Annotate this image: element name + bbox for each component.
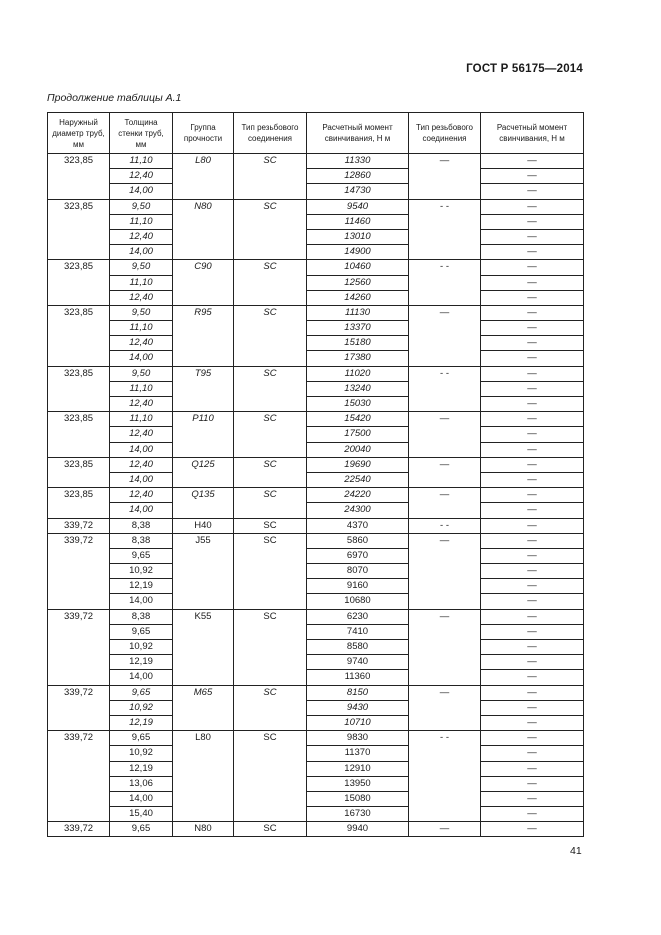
wall-thickness-cell: 14,00: [110, 351, 173, 366]
table-row: [48, 655, 584, 670]
wall-thickness-cell: 9,65: [110, 548, 173, 563]
makeup-torque-cell: 9540: [307, 199, 409, 214]
document-code: ГОСТ Р 56175—2014: [466, 63, 583, 75]
makeup-torque-2-cell: —: [481, 715, 584, 730]
thread-type-2-cell: —: [409, 822, 481, 837]
wall-thickness-cell: 10,92: [110, 640, 173, 655]
makeup-torque-2-cell: —: [481, 290, 584, 305]
thread-type-cell: SC: [234, 305, 307, 366]
makeup-torque-2-cell: —: [481, 640, 584, 655]
table-row: [48, 670, 584, 685]
table-row: [48, 472, 584, 487]
table-row: [48, 229, 584, 244]
makeup-torque-2-cell: —: [481, 457, 584, 472]
thread-type-2-cell: —: [409, 457, 481, 487]
makeup-torque-cell: 7410: [307, 624, 409, 639]
table-row: [48, 275, 584, 290]
makeup-torque-2-cell: —: [481, 260, 584, 275]
wall-thickness-cell: 14,00: [110, 670, 173, 685]
table-row: [48, 746, 584, 761]
table-header-row: [48, 113, 584, 154]
makeup-torque-2-cell: —: [481, 594, 584, 609]
outer-diameter-cell: 323,85: [48, 457, 110, 487]
outer-diameter-cell: 339,72: [48, 609, 110, 685]
makeup-torque-2-cell: —: [481, 214, 584, 229]
thread-type-cell: SC: [234, 822, 307, 837]
table-row: [48, 685, 584, 700]
thread-type-2-cell: —: [409, 154, 481, 200]
makeup-torque-cell: 11360: [307, 670, 409, 685]
makeup-torque-cell: 15030: [307, 397, 409, 412]
strength-grade-cell: J55: [173, 533, 234, 609]
makeup-torque-2-cell: —: [481, 321, 584, 336]
makeup-torque-2-cell: —: [481, 700, 584, 715]
wall-thickness-cell: 11,10: [110, 275, 173, 290]
wall-thickness-cell: 9,65: [110, 624, 173, 639]
makeup-torque-2-cell: —: [481, 472, 584, 487]
outer-diameter-cell: 339,72: [48, 822, 110, 837]
wall-thickness-cell: 14,00: [110, 245, 173, 260]
makeup-torque-cell: 6230: [307, 609, 409, 624]
makeup-torque-2-cell: —: [481, 351, 584, 366]
table-row: [48, 290, 584, 305]
makeup-torque-cell: 14900: [307, 245, 409, 260]
makeup-torque-cell: 11370: [307, 746, 409, 761]
thread-type-cell: SC: [234, 685, 307, 731]
table-row: [48, 761, 584, 776]
makeup-torque-2-cell: —: [481, 275, 584, 290]
makeup-torque-cell: 9430: [307, 700, 409, 715]
makeup-torque-cell: 8070: [307, 564, 409, 579]
wall-thickness-cell: 9,50: [110, 305, 173, 320]
makeup-torque-2-cell: —: [481, 503, 584, 518]
wall-thickness-cell: 12,19: [110, 715, 173, 730]
thread-type-2-cell: - -: [409, 518, 481, 533]
strength-grade-cell: N80: [173, 199, 234, 260]
table-row: [48, 503, 584, 518]
thread-type-cell: SC: [234, 366, 307, 412]
strength-grade-cell: C90: [173, 260, 234, 306]
outer-diameter-cell: 323,85: [48, 260, 110, 306]
wall-thickness-cell: 9,50: [110, 199, 173, 214]
outer-diameter-cell: 323,85: [48, 305, 110, 366]
makeup-torque-2-cell: —: [481, 761, 584, 776]
wall-thickness-cell: 11,10: [110, 321, 173, 336]
table-row: [48, 457, 584, 472]
outer-diameter-cell: 323,85: [48, 366, 110, 412]
wall-thickness-cell: 12,40: [110, 488, 173, 503]
makeup-torque-2-cell: —: [481, 548, 584, 563]
makeup-torque-cell: 13010: [307, 229, 409, 244]
header-makeup-torque-2: Расчетный момент свинчивания, Н м: [481, 113, 584, 154]
wall-thickness-cell: 12,19: [110, 761, 173, 776]
wall-thickness-cell: 9,65: [110, 685, 173, 700]
makeup-torque-cell: 8150: [307, 685, 409, 700]
makeup-torque-cell: 12910: [307, 761, 409, 776]
makeup-torque-cell: 15080: [307, 791, 409, 806]
wall-thickness-cell: 8,38: [110, 609, 173, 624]
makeup-torque-cell: 13950: [307, 776, 409, 791]
table-row: [48, 640, 584, 655]
header-outer-diameter: Наружный диаметр труб, мм: [48, 113, 110, 154]
table-row: [48, 731, 584, 746]
makeup-torque-2-cell: —: [481, 366, 584, 381]
table-row: [48, 260, 584, 275]
makeup-torque-cell: 9740: [307, 655, 409, 670]
torque-table: [47, 112, 584, 837]
table-row: [48, 548, 584, 563]
wall-thickness-cell: 13,06: [110, 776, 173, 791]
thread-type-cell: SC: [234, 260, 307, 306]
makeup-torque-2-cell: —: [481, 427, 584, 442]
makeup-torque-cell: 14730: [307, 184, 409, 199]
thread-type-cell: SC: [234, 412, 307, 458]
thread-type-2-cell: —: [409, 533, 481, 609]
header-wall-thickness: Толщина стенки труб, мм: [110, 113, 173, 154]
thread-type-2-cell: - -: [409, 199, 481, 260]
makeup-torque-cell: 16730: [307, 807, 409, 822]
makeup-torque-cell: 13370: [307, 321, 409, 336]
thread-type-cell: SC: [234, 488, 307, 518]
outer-diameter-cell: 339,72: [48, 518, 110, 533]
makeup-torque-2-cell: —: [481, 518, 584, 533]
outer-diameter-cell: 323,85: [48, 154, 110, 200]
strength-grade-cell: N80: [173, 822, 234, 837]
makeup-torque-2-cell: —: [481, 731, 584, 746]
wall-thickness-cell: 12,40: [110, 427, 173, 442]
makeup-torque-2-cell: —: [481, 791, 584, 806]
makeup-torque-cell: 24220: [307, 488, 409, 503]
makeup-torque-2-cell: —: [481, 624, 584, 639]
makeup-torque-2-cell: —: [481, 609, 584, 624]
wall-thickness-cell: 10,92: [110, 564, 173, 579]
table-row: [48, 579, 584, 594]
outer-diameter-cell: 339,72: [48, 533, 110, 609]
makeup-torque-cell: 8580: [307, 640, 409, 655]
thread-type-2-cell: —: [409, 305, 481, 366]
wall-thickness-cell: 8,38: [110, 518, 173, 533]
table-row: [48, 169, 584, 184]
makeup-torque-2-cell: —: [481, 488, 584, 503]
makeup-torque-2-cell: —: [481, 746, 584, 761]
strength-grade-cell: R95: [173, 305, 234, 366]
header-makeup-torque: Расчетный момент свинчивания, Н м: [307, 113, 409, 154]
wall-thickness-cell: 15,40: [110, 807, 173, 822]
table-row: [48, 518, 584, 533]
makeup-torque-2-cell: —: [481, 564, 584, 579]
table-row: [48, 776, 584, 791]
makeup-torque-2-cell: —: [481, 442, 584, 457]
makeup-torque-2-cell: —: [481, 305, 584, 320]
makeup-torque-cell: 22540: [307, 472, 409, 487]
makeup-torque-cell: 12560: [307, 275, 409, 290]
thread-type-2-cell: - -: [409, 366, 481, 412]
table-row: [48, 184, 584, 199]
outer-diameter-cell: 323,85: [48, 199, 110, 260]
strength-grade-cell: M65: [173, 685, 234, 731]
makeup-torque-2-cell: —: [481, 381, 584, 396]
strength-grade-cell: T95: [173, 366, 234, 412]
wall-thickness-cell: 10,92: [110, 746, 173, 761]
makeup-torque-cell: 19690: [307, 457, 409, 472]
wall-thickness-cell: 12,40: [110, 336, 173, 351]
outer-diameter-cell: 339,72: [48, 731, 110, 822]
makeup-torque-2-cell: —: [481, 169, 584, 184]
table-row: [48, 427, 584, 442]
makeup-torque-2-cell: —: [481, 655, 584, 670]
wall-thickness-cell: 12,40: [110, 290, 173, 305]
outer-diameter-cell: 339,72: [48, 685, 110, 731]
table-row: [48, 533, 584, 548]
makeup-torque-cell: 17500: [307, 427, 409, 442]
table-row: [48, 822, 584, 837]
table-body: [48, 154, 584, 837]
makeup-torque-cell: 11130: [307, 305, 409, 320]
makeup-torque-cell: 11020: [307, 366, 409, 381]
wall-thickness-cell: 11,10: [110, 214, 173, 229]
outer-diameter-cell: 323,85: [48, 412, 110, 458]
wall-thickness-cell: 14,00: [110, 594, 173, 609]
thread-type-2-cell: —: [409, 488, 481, 518]
makeup-torque-cell: 13240: [307, 381, 409, 396]
strength-grade-cell: K55: [173, 609, 234, 685]
makeup-torque-2-cell: —: [481, 245, 584, 260]
makeup-torque-2-cell: —: [481, 533, 584, 548]
thread-type-2-cell: —: [409, 412, 481, 458]
thread-type-cell: SC: [234, 457, 307, 487]
wall-thickness-cell: 9,50: [110, 260, 173, 275]
makeup-torque-2-cell: —: [481, 579, 584, 594]
table-row: [48, 412, 584, 427]
table-row: [48, 245, 584, 260]
makeup-torque-cell: 5860: [307, 533, 409, 548]
strength-grade-cell: L80: [173, 731, 234, 822]
makeup-torque-cell: 24300: [307, 503, 409, 518]
wall-thickness-cell: 11,10: [110, 154, 173, 169]
table-row: [48, 321, 584, 336]
table-row: [48, 442, 584, 457]
thread-type-2-cell: - -: [409, 260, 481, 306]
makeup-torque-2-cell: —: [481, 336, 584, 351]
makeup-torque-2-cell: —: [481, 776, 584, 791]
outer-diameter-cell: 323,85: [48, 488, 110, 518]
makeup-torque-cell: 15420: [307, 412, 409, 427]
wall-thickness-cell: 14,00: [110, 184, 173, 199]
makeup-torque-cell: 17380: [307, 351, 409, 366]
wall-thickness-cell: 12,40: [110, 169, 173, 184]
wall-thickness-cell: 12,40: [110, 229, 173, 244]
table-row: [48, 381, 584, 396]
makeup-torque-cell: 15180: [307, 336, 409, 351]
thread-type-cell: SC: [234, 731, 307, 822]
table-row: [48, 214, 584, 229]
table-row: [48, 791, 584, 806]
header-thread-type: Тип резьбового соединения: [234, 113, 307, 154]
wall-thickness-cell: 14,00: [110, 791, 173, 806]
makeup-torque-2-cell: —: [481, 229, 584, 244]
wall-thickness-cell: 9,50: [110, 366, 173, 381]
table-row: [48, 700, 584, 715]
makeup-torque-cell: 9830: [307, 731, 409, 746]
makeup-torque-2-cell: —: [481, 199, 584, 214]
makeup-torque-cell: 10680: [307, 594, 409, 609]
makeup-torque-2-cell: —: [481, 685, 584, 700]
wall-thickness-cell: 12,19: [110, 579, 173, 594]
table-row: [48, 154, 584, 169]
strength-grade-cell: Q125: [173, 457, 234, 487]
wall-thickness-cell: 11,10: [110, 381, 173, 396]
table-row: [48, 336, 584, 351]
makeup-torque-cell: 11460: [307, 214, 409, 229]
header-thread-type-2: Тип резьбового соединения: [409, 113, 481, 154]
wall-thickness-cell: 9,65: [110, 822, 173, 837]
thread-type-cell: SC: [234, 518, 307, 533]
table-row: [48, 199, 584, 214]
makeup-torque-cell: 11330: [307, 154, 409, 169]
table-row: [48, 488, 584, 503]
makeup-torque-cell: 4370: [307, 518, 409, 533]
makeup-torque-cell: 10710: [307, 715, 409, 730]
thread-type-2-cell: —: [409, 609, 481, 685]
wall-thickness-cell: 11,10: [110, 412, 173, 427]
table-row: [48, 807, 584, 822]
table-row: [48, 305, 584, 320]
makeup-torque-cell: 14260: [307, 290, 409, 305]
wall-thickness-cell: 12,19: [110, 655, 173, 670]
wall-thickness-cell: 12,40: [110, 457, 173, 472]
makeup-torque-cell: 6970: [307, 548, 409, 563]
table-row: [48, 715, 584, 730]
thread-type-cell: SC: [234, 199, 307, 260]
table-row: [48, 624, 584, 639]
strength-grade-cell: L80: [173, 154, 234, 200]
table-row: [48, 366, 584, 381]
makeup-torque-2-cell: —: [481, 822, 584, 837]
wall-thickness-cell: 14,00: [110, 442, 173, 457]
thread-type-2-cell: - -: [409, 731, 481, 822]
wall-thickness-cell: 10,92: [110, 700, 173, 715]
wall-thickness-cell: 9,65: [110, 731, 173, 746]
header-strength-grade: Группа прочности: [173, 113, 234, 154]
makeup-torque-2-cell: —: [481, 184, 584, 199]
wall-thickness-cell: 8,38: [110, 533, 173, 548]
thread-type-cell: SC: [234, 154, 307, 200]
makeup-torque-cell: 10460: [307, 260, 409, 275]
strength-grade-cell: P110: [173, 412, 234, 458]
makeup-torque-2-cell: —: [481, 154, 584, 169]
thread-type-cell: SC: [234, 533, 307, 609]
wall-thickness-cell: 14,00: [110, 472, 173, 487]
strength-grade-cell: H40: [173, 518, 234, 533]
page-number: 41: [570, 845, 582, 857]
table-caption: Продолжение таблицы А.1: [47, 92, 182, 104]
makeup-torque-2-cell: —: [481, 412, 584, 427]
table-row: [48, 564, 584, 579]
makeup-torque-2-cell: —: [481, 397, 584, 412]
makeup-torque-cell: 9160: [307, 579, 409, 594]
thread-type-2-cell: —: [409, 685, 481, 731]
wall-thickness-cell: 14,00: [110, 503, 173, 518]
wall-thickness-cell: 12,40: [110, 397, 173, 412]
makeup-torque-2-cell: —: [481, 807, 584, 822]
table-row: [48, 609, 584, 624]
table-row: [48, 351, 584, 366]
strength-grade-cell: Q135: [173, 488, 234, 518]
thread-type-cell: SC: [234, 609, 307, 685]
makeup-torque-cell: 20040: [307, 442, 409, 457]
table-row: [48, 397, 584, 412]
makeup-torque-2-cell: —: [481, 670, 584, 685]
table-row: [48, 594, 584, 609]
makeup-torque-cell: 12860: [307, 169, 409, 184]
makeup-torque-cell: 9940: [307, 822, 409, 837]
